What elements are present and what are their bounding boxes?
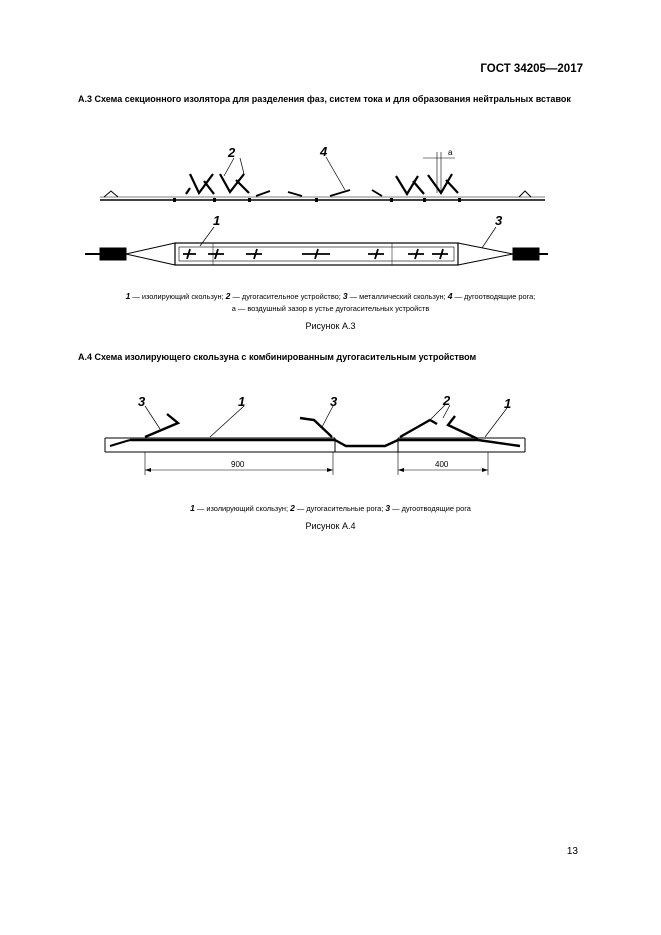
section-a3-title: А.3 Схема секционного изолятора для разделения фаз, систем тока и для образования нейтральных вставок	[78, 94, 571, 104]
callout-a4-3-right: 3	[330, 394, 338, 409]
legend-a3-text: — дугогасительное устройство;	[230, 292, 343, 301]
legend-a4-text: — дугоотводящие рога	[390, 504, 471, 513]
dimension-400: 400	[435, 460, 449, 469]
legend-a4-num: 3	[385, 503, 391, 513]
dimension-900: 900	[231, 460, 245, 469]
legend-a3-text: — дугоотводящие рога;	[452, 292, 536, 301]
legend-a3-num: 4	[447, 291, 453, 301]
legend-a4	[60, 502, 601, 515]
legend-a3-num: 1	[125, 291, 131, 301]
legend-a4-num: 1	[190, 503, 195, 513]
caption-a3: Рисунок А.3	[305, 321, 356, 331]
legend-a3-num: 3	[342, 291, 348, 301]
section-a4-title: А.4 Схема изолирующего скользуна с комбинированным дугогасительным устройством	[78, 352, 477, 362]
callout-a4-3-left: 3	[138, 394, 146, 409]
page-number: 13	[566, 846, 578, 857]
callout-a3-3: 3	[495, 213, 503, 228]
callout-a4-1-left: 1	[238, 394, 246, 409]
callout-a3-4: 4	[320, 144, 328, 159]
callout-a3-1: 1	[213, 213, 221, 228]
legend-a4-num: 2	[290, 503, 295, 513]
legend-a3-line2: а — воздушный зазор в устье дугогасительных устройств	[231, 304, 430, 313]
callout-a3-gap: a	[448, 148, 453, 157]
legend-a4-text: — изолирующий скользун;	[194, 504, 291, 513]
callout-a4-1-right: 1	[504, 396, 512, 411]
legend-a3-num: 2	[225, 291, 231, 301]
callout-a4-2: 2	[443, 393, 451, 408]
document-header: ГОСТ 34205—2017	[480, 63, 583, 75]
legend-a4-text: — дугогасительные рога;	[294, 504, 386, 513]
legend-a3-text: — изолирующий скользун;	[130, 292, 226, 301]
caption-a4: Рисунок А.4	[305, 521, 356, 531]
callout-a3-2: 2	[228, 145, 236, 160]
legend-a3-text: — металлический скользун;	[347, 292, 448, 301]
